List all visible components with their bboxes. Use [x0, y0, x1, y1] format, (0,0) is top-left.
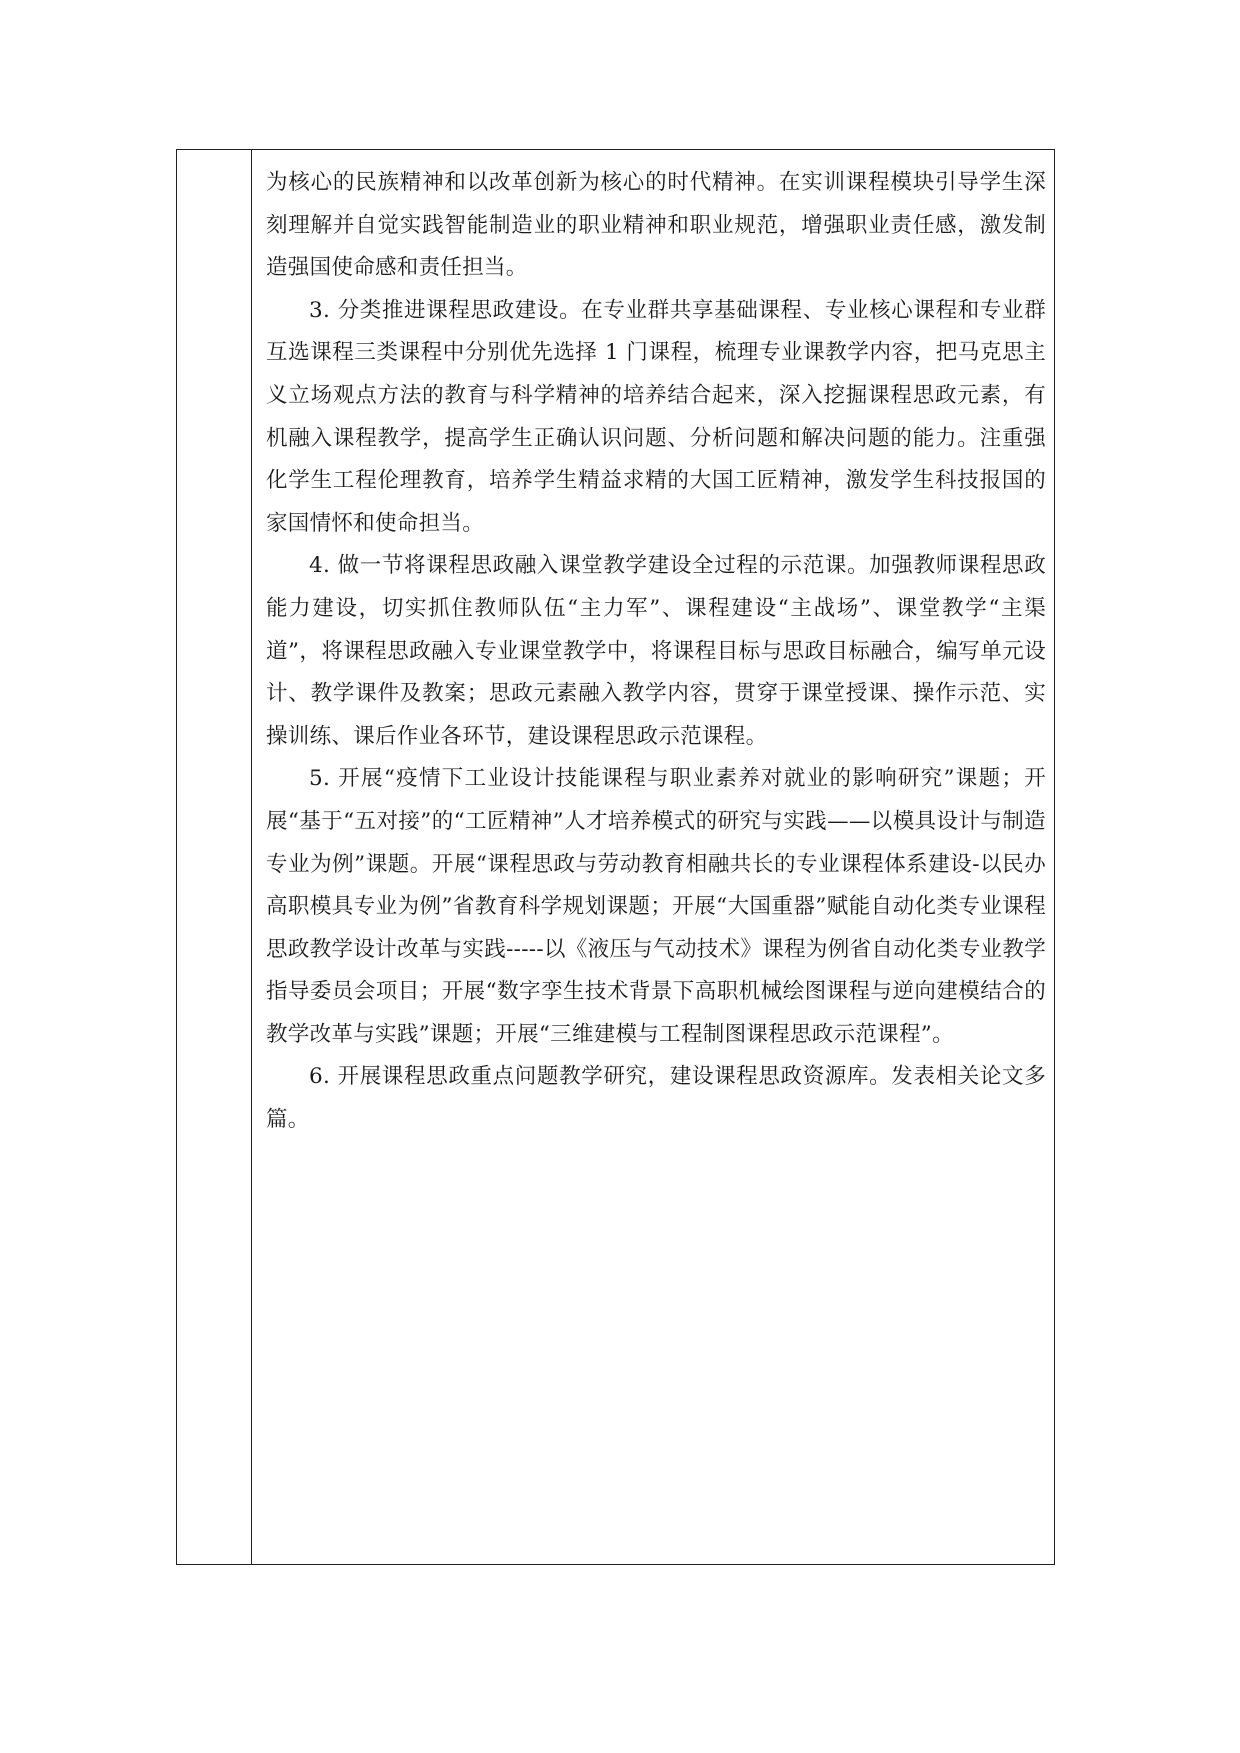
paragraph-continuation: 为核心的民族精神和以改革创新为核心的时代精神。在实训课程模块引导学生深刻理解并自觉实践智能制造业的职业精神和职业规范，增强职业责任感，激发制造强国使命感和责任担当。	[266, 170, 1046, 281]
paragraph-item-4: 4. 做一节将课程思政融入课堂教学建设全过程的示范课。加强教师课程思政能力建设，切实抓住教师队伍“主力军”、课程建设“主战场”、课堂教学“主渠道”，将课程思政融入专业课堂教学中，将课程目标与思政目标融合，编写单元设计、教学课件及教案；思政元素融入教学内容，贯穿于课堂授课、操作示范、实操训练、课后作业各环节，建设课程思政示范课程。	[266, 553, 1046, 749]
content-table	[176, 149, 1055, 1565]
table-left-column	[177, 150, 252, 1564]
body-text	[266, 162, 1046, 1142]
paragraph-item-3: 3. 分类推进课程思政建设。在专业群共享基础课程、专业核心课程和专业群互选课程三类课程中分别优先选择 1 门课程，梳理专业课教学内容，把马克思主义立场观点方法的教育与科学精神的培养结合起来，深入挖掘课程思政元素，有机融入课程教学，提高学生正确认识问题、分析问题和解决问题的能力。注重强化学生工程伦理教育，培养学生精益求精的大国工匠精神，激发学生科技报国的家国情怀和使命担当。	[266, 297, 1046, 536]
table-right-column	[252, 150, 1054, 1564]
paragraph-item-6: 6. 开展课程思政重点问题教学研究，建设课程思政资源库。发表相关论文多篇。	[266, 1064, 1046, 1133]
paragraph-item-5: 5. 开展“疫情下工业设计技能课程与职业素养对就业的影响研究”课题；开展“基于“五对接”的“工匠精神”人才培养模式的研究与实践——以模具设计与制造专业为例”课题。开展“课程思政与劳动教育相融共长的专业课程体系建设-以民办高职模具专业为例”省教育科学规划课题；开展“大国重器”赋能自动化类专业课程思政教学设计改革与实践-----以《液压与气动技术》课程为例省自动化类专业教学指导委员会项目；开展“数字孪生技术背景下高职机械绘图课程与逆向建模结合的教学改革与实践”课题；开展“三维建模与工程制图课程思政示范课程”。	[266, 766, 1046, 1047]
